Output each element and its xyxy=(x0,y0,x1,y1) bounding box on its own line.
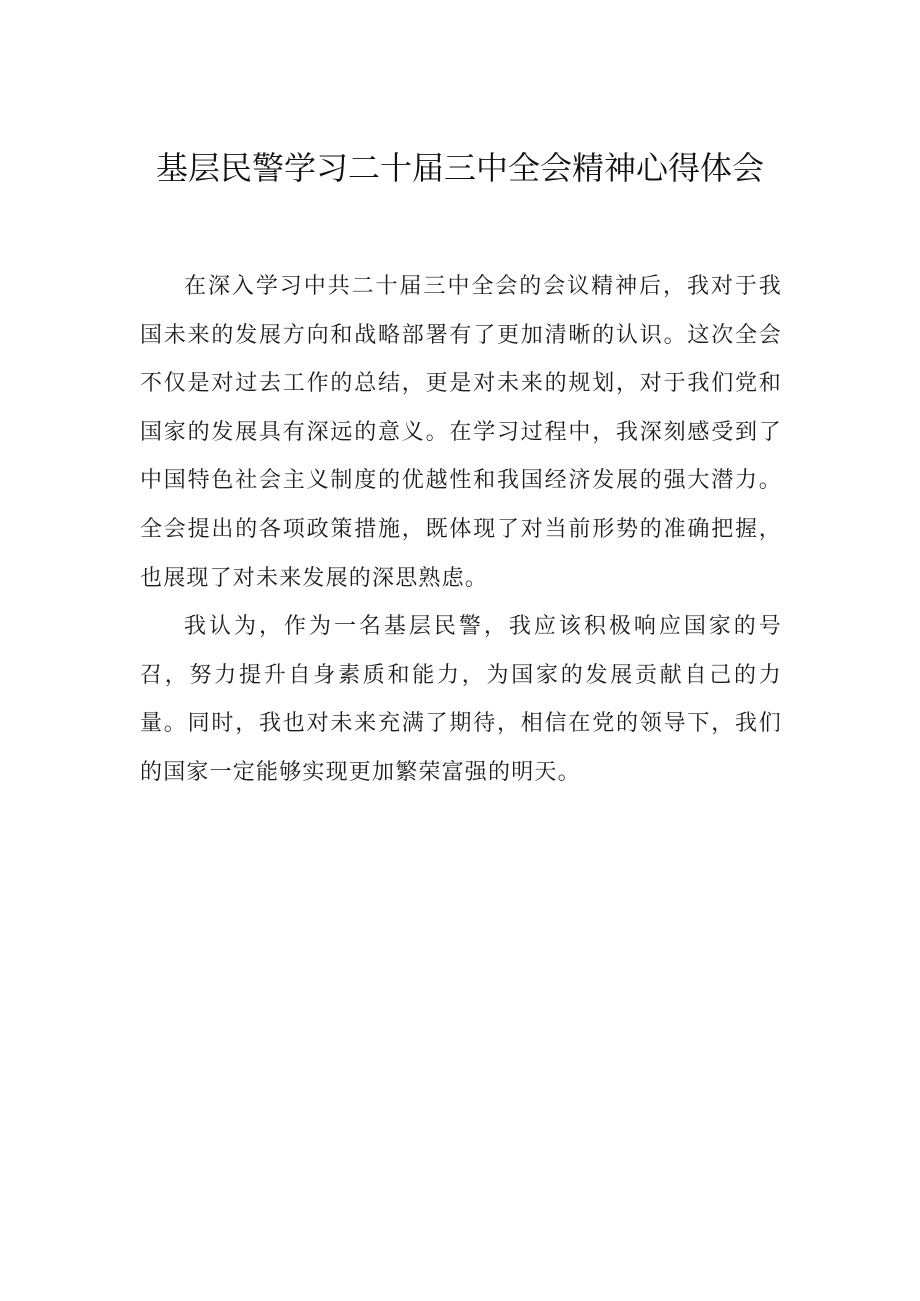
paragraph-1: 在深入学习中共二十届三中全会的会议精神后，我对于我国未来的发展方向和战略部署有了更加清晰的认识。这次全会不仅是对过去工作的总结，更是对未来的规划，对于我们党和国家的发展具有深远的意义。在学习过程中，我深刻感受到了中国特色社会主义制度的优越性和我国经济发展的强大潜力。全会提出的各项政策措施，既体现了对当前形势的准确把握，也展现了对未来发展的深思熟虑。 xyxy=(140,274,782,591)
document-body xyxy=(140,263,782,798)
document-title: 基层民警学习二十届三中全会精神心得体会 xyxy=(155,149,764,187)
paragraph-2: 我认为，作为一名基层民警，我应该积极响应国家的号召，努力提升自身素质和能力，为国家的发展贡献自己的力量。同时，我也对未来充满了期待，相信在党的领导下，我们的国家一定能够实现更加繁荣富强的明天。 xyxy=(140,614,782,785)
